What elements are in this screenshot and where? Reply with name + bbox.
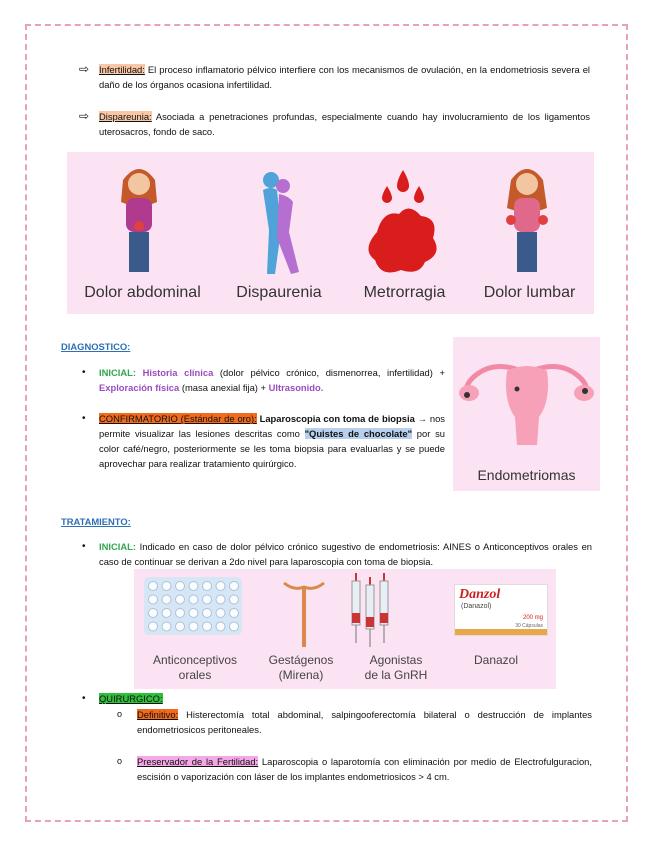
pill-icon	[189, 595, 198, 604]
dispareunia-paragraph: Dispareunia: Asociada a penetraciones profundas, especialmente cuando hay involucramiento de los ligamentos uterosacros, fondo de saco.	[99, 111, 590, 137]
confirmatorio-label: CONFIRMATORIO (Estándar de oro):	[99, 413, 257, 424]
danazol-dose: 200 mg	[522, 615, 543, 621]
bullet-icon: •	[82, 541, 86, 552]
pill-icon	[176, 622, 185, 631]
treatment-image-panel	[134, 569, 556, 689]
bullet-icon: •	[82, 693, 86, 704]
infertilidad-term: Infertilidad:	[99, 64, 145, 75]
pill-icon	[149, 622, 158, 631]
dispareunia-term: Dispareunia:	[99, 111, 152, 122]
caption-dolor-lumbar: Dolor lumbar	[483, 284, 576, 301]
pill-icon	[176, 609, 185, 618]
pill-icon	[203, 582, 212, 591]
danazol-stripe	[455, 629, 547, 635]
pill-icon	[230, 582, 239, 591]
danazol-count: 30 Cápsulas	[515, 623, 543, 629]
endometriomas-caption: Endometriomas	[477, 467, 576, 483]
danazol-generic: (Danazol)	[461, 603, 492, 610]
pill-pack-icon	[144, 577, 242, 635]
pill-icon	[203, 595, 212, 604]
pill-icon	[149, 595, 158, 604]
pill-icon	[230, 622, 239, 631]
inicial-label: INICIAL:	[99, 541, 136, 552]
pill-icon	[189, 582, 198, 591]
sub-bullet-icon: o	[117, 756, 123, 766]
caption-danazol: Danazol	[473, 653, 519, 667]
quirurgico-heading: QUIRURGICO:	[99, 693, 163, 704]
pill-icon	[216, 595, 225, 604]
pill-icon	[216, 582, 225, 591]
pill-icon	[162, 582, 171, 591]
pill-icon	[162, 622, 171, 631]
tratamiento-inicial-paragraph: INICIAL: Indicado en caso de dolor pélvico crónico sugestivo de endometriosis: AINES o Anticonceptivos orales en caso de continuar se derivan a 2do nivel para laparoscopia con toma de biopsia.	[99, 541, 592, 567]
symptoms-image-panel	[67, 152, 594, 314]
danazol-brand: Danzol	[459, 587, 501, 602]
blood-drops-icon	[368, 170, 436, 272]
iud-icon	[284, 583, 324, 647]
woman-back-pain-icon	[506, 169, 548, 272]
pill-icon	[230, 609, 239, 618]
pill-icon	[176, 595, 185, 604]
pill-icon	[162, 609, 171, 618]
pill-icon	[216, 609, 225, 618]
quistes-highlight: "Quistes de chocolate"	[304, 428, 413, 439]
preservador-paragraph: Preservador de la Fertilidad: Laparoscopia o laparotomía con eliminación por medio de Electrofulguracion, escisión o vaporización con láser de los implantes endometriosicos > 4 cm.	[137, 756, 592, 782]
diagnostico-inicial-paragraph: INICIAL: Historia clínica (dolor pélvico crónico, dismenorrea, infertilidad) + Exploración física (masa anexial fija) + Ultrasonido.	[99, 367, 445, 393]
caption-dolor-abdominal: Dolor abdominal	[84, 284, 201, 301]
pill-icon	[176, 582, 185, 591]
bullet-icon: •	[82, 413, 86, 424]
preservador-label: Preservador de la Fertilidad:	[137, 756, 259, 767]
symptoms-illustrations	[67, 162, 594, 287]
caption-dispaurenia: Dispaurenia	[236, 284, 322, 301]
sub-bullet-icon: o	[117, 709, 123, 719]
section-heading-diagnostico: DIAGNOSTICO:	[61, 341, 131, 352]
pill-icon	[216, 622, 225, 631]
diagnostico-confirmatorio-paragraph: CONFIRMATORIO (Estándar de oro): Laparoscopia con toma de biopsia → nos permite visualizar las lesiones descritas como "Quistes de chocolate" por su color café/negro, posteriormente se les toma biopsia para evaluarlas y se puede aprovechar para realizar tratamiento quirúrgico.	[99, 413, 445, 469]
definitivo-label: Definitivo:	[137, 709, 179, 720]
endometriomas-image-panel	[453, 337, 600, 491]
syringes-icon	[352, 573, 388, 647]
pill-icon	[149, 582, 158, 591]
uterus-icon	[453, 343, 600, 453]
caption-metrorragia: Metrorragia	[363, 284, 446, 301]
arrow-icon: ⇨	[79, 109, 90, 123]
couple-silhouette-icon	[263, 172, 299, 274]
definitivo-paragraph: Definitivo: Histerectomía total abdominal, salpingooferectomía bilateral o destrucción de implantes endometriosicos peritoneales.	[137, 709, 592, 735]
pill-icon	[149, 609, 158, 618]
caption-gestagenos: Gestágenos (Mirena)	[268, 653, 334, 682]
caption-anticonceptivos: Anticonceptivos orales	[152, 653, 238, 682]
section-heading-tratamiento: TRATAMIENTO:	[61, 516, 131, 527]
pill-icon	[189, 622, 198, 631]
pill-icon	[162, 595, 171, 604]
danazol-box-image	[454, 584, 548, 636]
pill-icon	[230, 595, 239, 604]
caption-agonistas: Agonistas de la GnRH	[364, 653, 428, 682]
woman-abdominal-pain-icon	[121, 169, 157, 272]
arrow-icon: ⇨	[79, 62, 90, 76]
bullet-icon: •	[82, 367, 86, 378]
pill-icon	[189, 609, 198, 618]
pill-icon	[203, 609, 212, 618]
infertilidad-paragraph: Infertilidad: El proceso inflamatorio pélvico interfiere con los mecanismos de ovulación, en la endometriosis severa el daño de los órganos ocasiona infertilidad.	[99, 64, 590, 90]
pill-icon	[203, 622, 212, 631]
inicial-label: INICIAL:	[99, 367, 136, 378]
